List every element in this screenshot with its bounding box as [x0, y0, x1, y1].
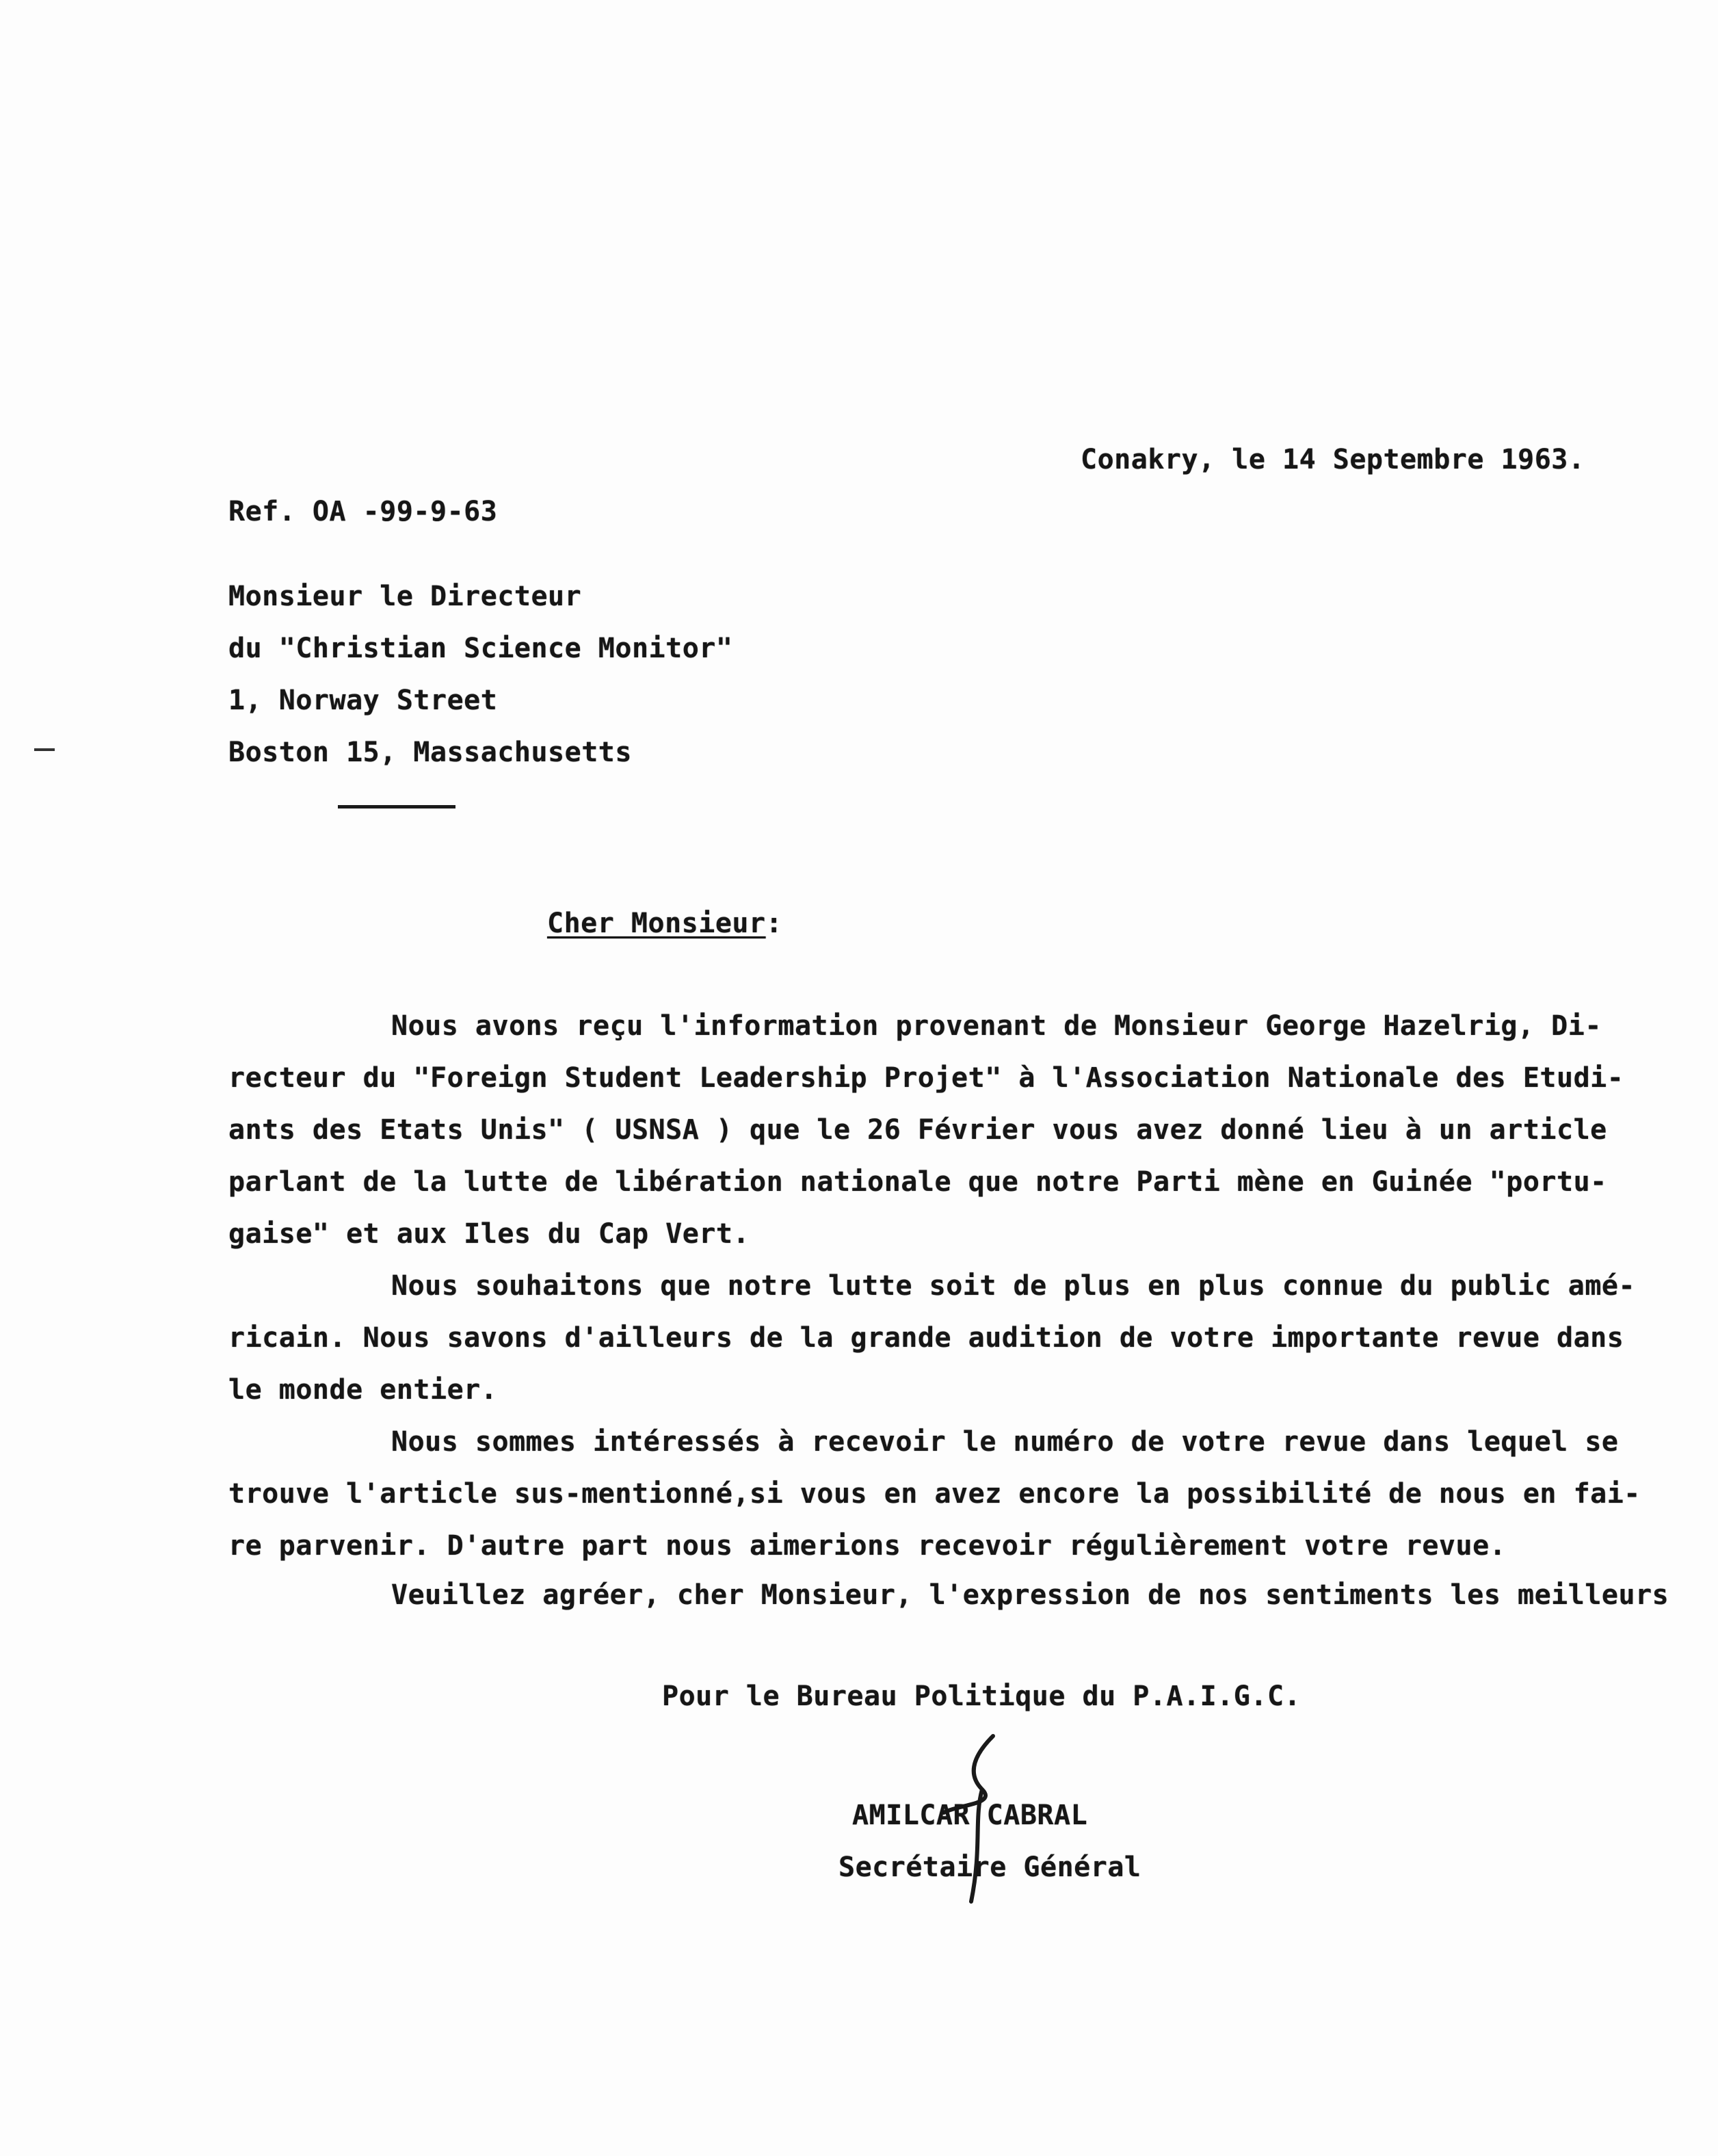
recipient-line-2: du "Christian Science Monitor"	[228, 633, 733, 664]
recipient-line-1: Monsieur le Directeur	[228, 581, 582, 612]
address-underline	[338, 805, 455, 808]
salutation	[547, 907, 782, 940]
body-line: ricain. Nous savons d'ailleurs de la grande audition de votre importante revue dans	[228, 1322, 1624, 1354]
body-line: Nous souhaitons que notre lutte soit de plus en plus connue du public amé-	[391, 1270, 1636, 1302]
body-line: parlant de la lutte de libération nationale que notre Parti mène en Guinée "portu-	[228, 1166, 1607, 1198]
body-line: trouve l'article sus-mentionné,si vous en avez encore la possibilité de nous en fai-	[228, 1478, 1641, 1510]
salutation-text: Cher Monsieur	[547, 908, 766, 939]
body-line: gaise" et aux Iles du Cap Vert.	[228, 1218, 750, 1250]
salutation-punctuation: :	[765, 908, 783, 939]
body-line: Nous sommes intéressés à recevoir le numéro de votre revue dans lequel se	[391, 1426, 1619, 1458]
body-line: Veuillez agréer, cher Monsieur, l'expression de nos sentiments les meilleurs	[391, 1579, 1669, 1611]
closing-line: Pour le Bureau Politique du P.A.I.G.C.	[662, 1681, 1301, 1712]
scan-mark	[34, 748, 55, 751]
recipient-line-3: 1, Norway Street	[228, 685, 498, 716]
body-line: le monde entier.	[228, 1374, 498, 1406]
letter-date: Conakry, le 14 Septembre 1963.	[1081, 444, 1585, 475]
body-line: ants des Etats Unis" ( USNSA ) que le 26 Février vous avez donné lieu à un article	[228, 1114, 1607, 1146]
signer-name: AMILCAR CABRAL	[852, 1800, 1088, 1831]
signer-title: Secrétaire Général	[838, 1852, 1141, 1883]
body-line: Nous avons reçu l'information provenant de Monsieur George Hazelrig, Di-	[391, 1010, 1602, 1042]
recipient-line-4: Boston 15, Massachusetts	[228, 737, 632, 768]
reference-number: Ref. OA -99-9-63	[228, 496, 498, 527]
body-line: recteur du "Foreign Student Leadership Projet" à l'Association Nationale des Etudi-	[228, 1062, 1624, 1094]
body-line: re parvenir. D'autre part nous aimerions recevoir régulièrement votre revue.	[228, 1530, 1507, 1562]
